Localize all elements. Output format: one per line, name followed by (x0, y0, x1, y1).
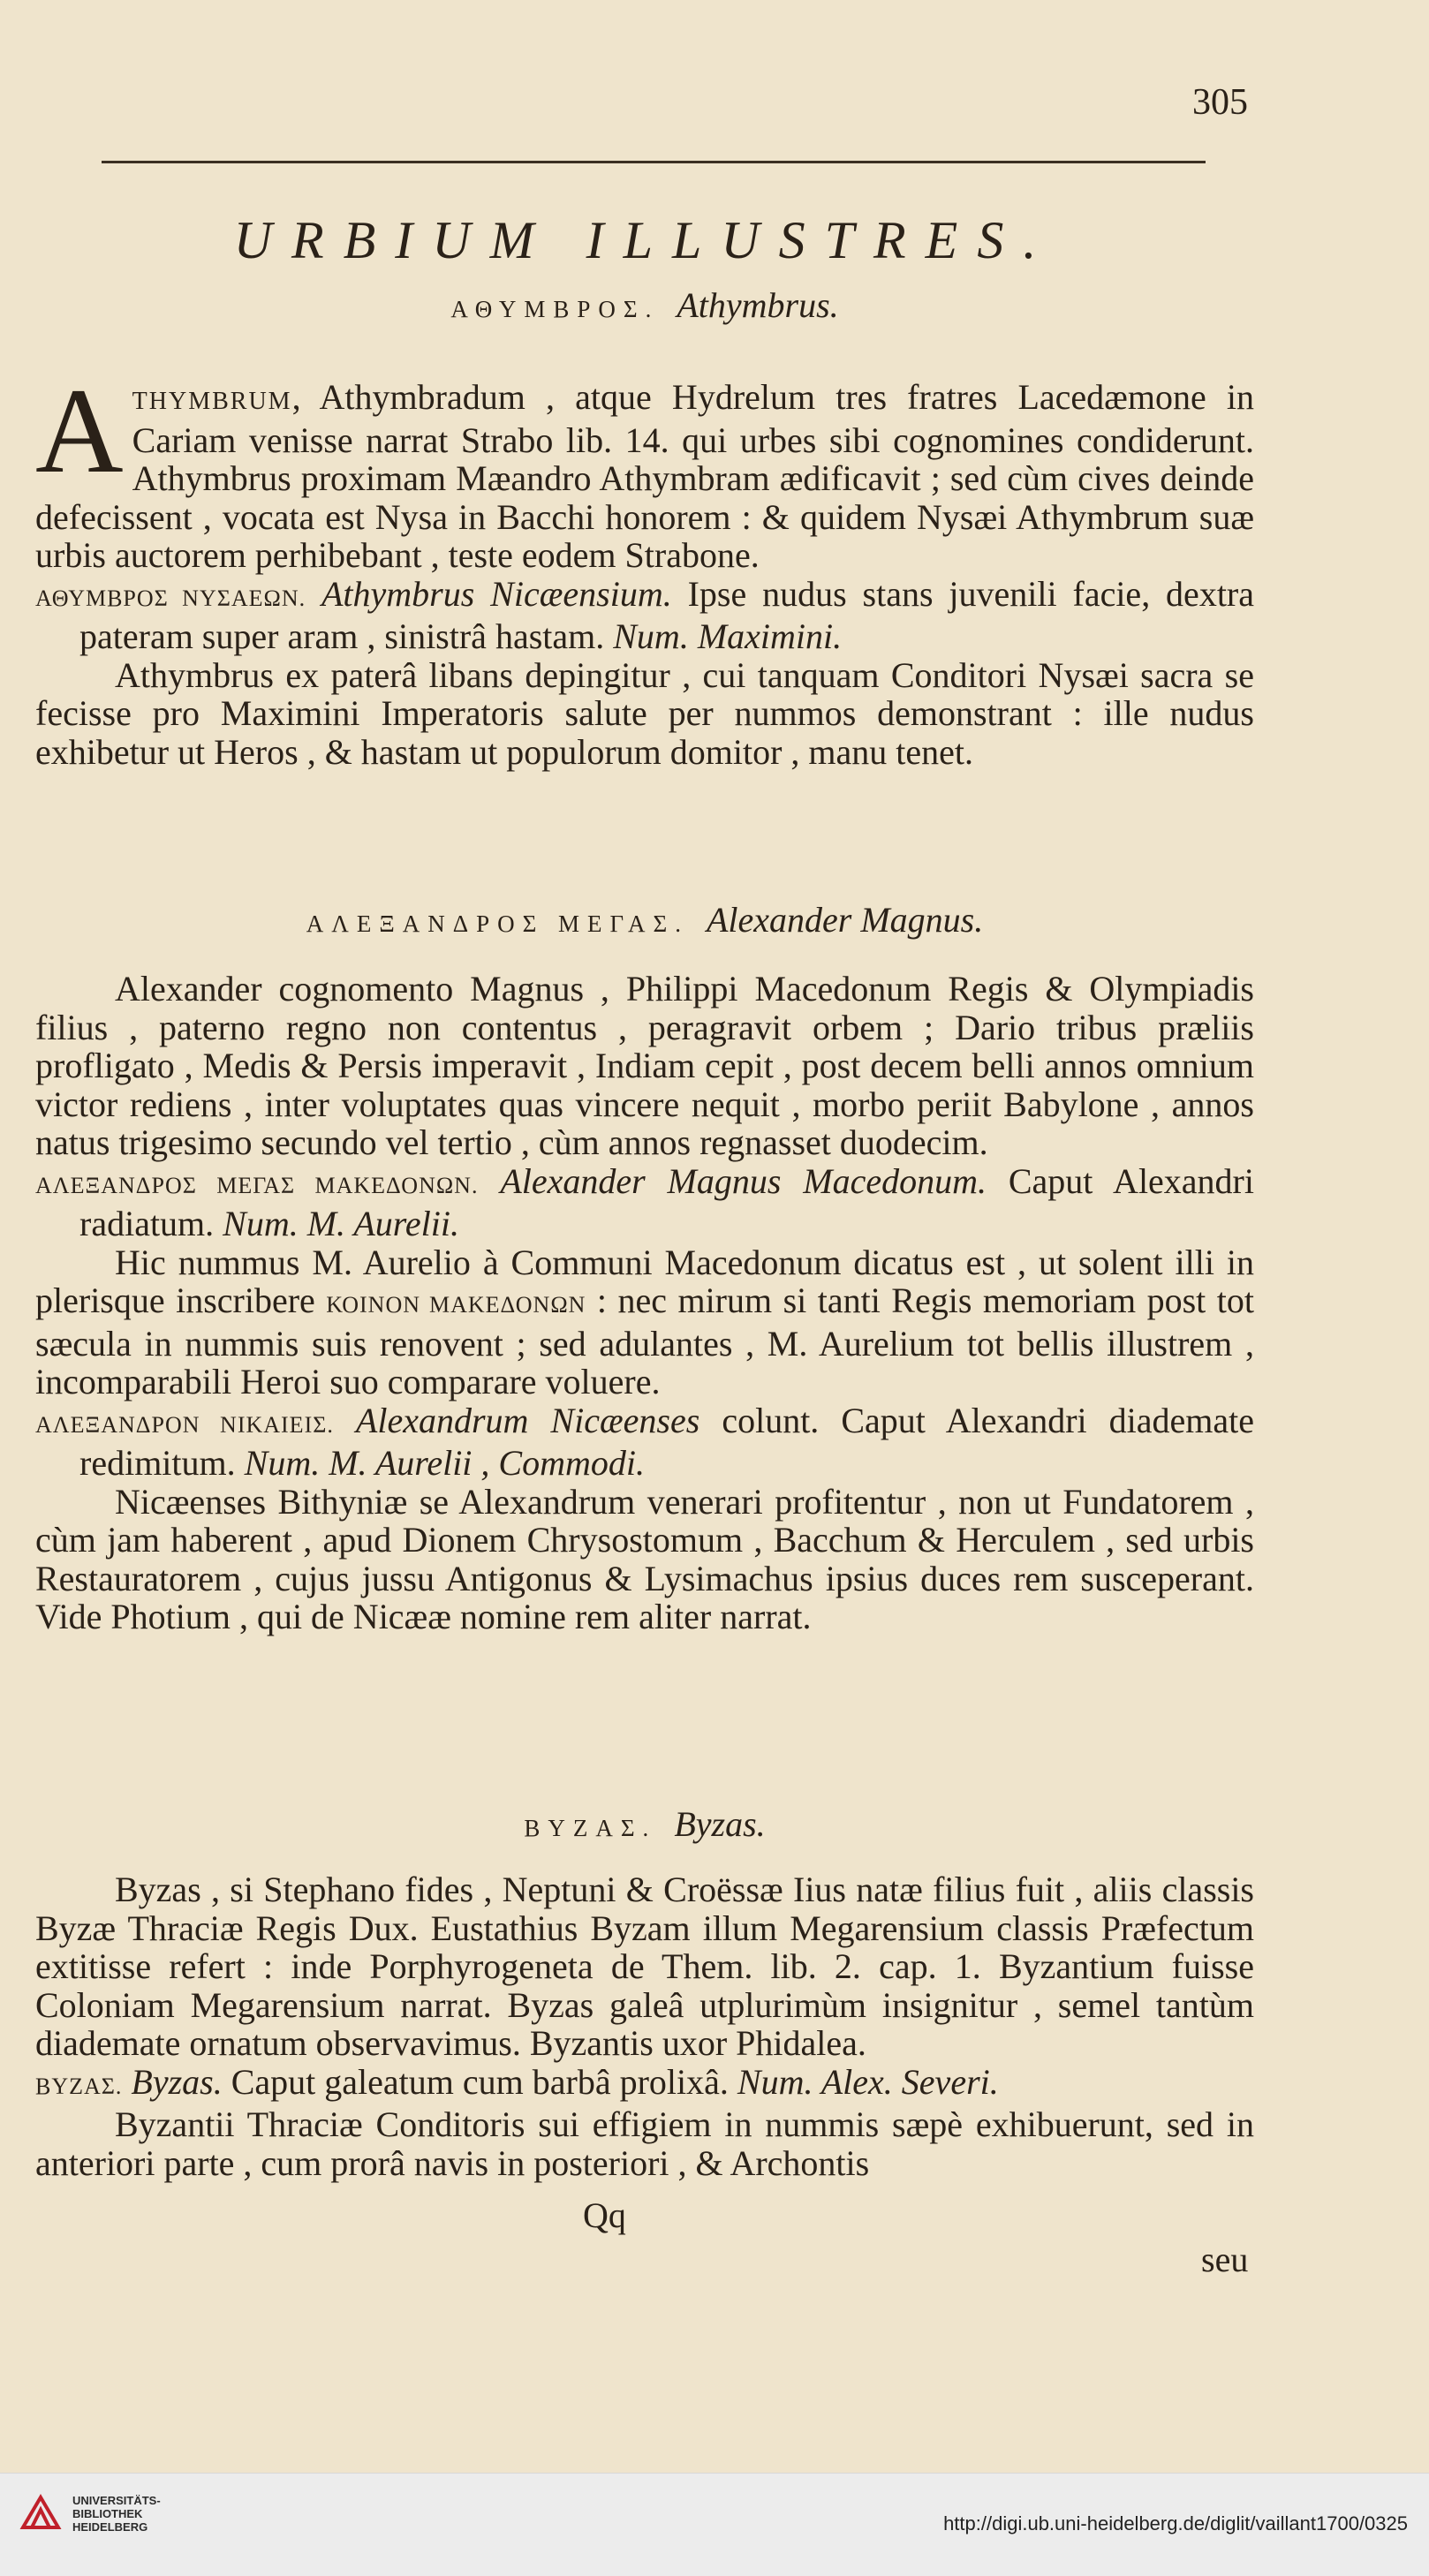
catchword: seu (1201, 2240, 1249, 2279)
section-athymbrus (35, 363, 1255, 772)
permalink-url[interactable]: http://digi.ub.uni-heidelberg.de/diglit/vaillant1700/0325 (943, 2512, 1408, 2534)
heading-athymbrus-latin: Athymbrus. (677, 285, 839, 325)
byzas-coin-entry: ΒΥΖΑΣ. Byzas. Caput galeatum cum barbâ prolixâ. Num. Alex. Severi. (35, 2061, 999, 2102)
byzas-paragraph-1: Byzas , si Stephano fides , Neptuni & Croëssæ Iius natæ filius fuit , aliis classis Byzæ Thraciæ Regis Dux. Eustathius Byzam illum Megarensium classis Præfectum extitisse refert : inde Porphyrogeneta de Them. lib. 2. cap. 1. Byzantium fuisse Coloniam Megarensium narrat. Byzas galeâ utplurimùm insignitur , semel tantùm diademate ornatum observavimus. Byzantis uxor Phidalea. (35, 1870, 1254, 2063)
header-rule (102, 161, 1206, 163)
heading-alexander (35, 899, 1254, 941)
alexander-coin-entry-2: ΑΛΕΞΑΝΔΡΟΝ ΝΙΚΑΙΕΙΣ. Alexandrum Nicæenses colunt. Caput Alexandri diademate redimitum. Num. M. Aurelii , Commodi. (35, 1400, 1255, 1483)
heading-byzas-greek: ΒΥΖΑΣ. (524, 1815, 657, 1841)
page-title-block (35, 210, 1254, 271)
byzas-paragraph-2: Byzantii Thraciæ Conditoris sui effigiem in nummis sæpè exhibuerunt, sed in anteriori parte , cum prorâ navis in posteriori , & Archontis (35, 2104, 1254, 2183)
alexander-paragraph-1: Alexander cognomento Magnus , Philippi Macedonum Regis & Olympiadis filius , paterno regno non contentus , peragravit orbem ; Dario tribus præliis profligato , Medis & Persis imperavit , Indiam cepit , post decem belli annos omnium victor rediens , inter voluptates quas vincere nequit , morbo periit Babylone , annos natus trigesimo secundo vel tertio , cùm annos regnasset duodecim. (35, 969, 1254, 1162)
alexander-paragraph-2: Hic nummus M. Aurelio à Communi Macedonum dicatus est , ut solent illi in plerisque inscribere ΚΟΙΝΟΝ ΜΑΚΕΔΟΝΩΝ : nec mirum si tanti Regis memoriam post tot sæcula in nummis suis renovent ; sed adulantes , M. Aurelium tot bellis illustrem , incomparabili Heroi suo comparare voluere. (35, 1242, 1254, 1401)
signature-mark: Qq (583, 2195, 626, 2235)
alexander-coin-entry-1: ΑΛΕΞΑΝΔΡΟΣ ΜΕΓΑΣ ΜΑΚΕΔΟΝΩΝ. Alexander Magnus Macedonum. Caput Alexandri radiatum. Num. M. Aurelii. (35, 1160, 1254, 1243)
university-logo-icon (19, 2492, 62, 2534)
page-title: URBIUM ILLUSTRES. (233, 211, 1056, 269)
section-alexander (35, 970, 1254, 1636)
heading-alexander-latin: Alexander Magnus. (706, 900, 984, 940)
athymbrus-coin-entry: ΑΘΥΜΒΡΟΣ ΝΥΣΑΕΩΝ. Athymbrus Nicæensium. Ipse nudus stans juvenili facie, dextra pateram super aram , sinistrâ hastam. Num. Maximini. (35, 573, 1255, 656)
library-name: UNIVERSITÄTS- BIBLIOTHEK HEIDELBERG (72, 2494, 161, 2534)
page-number: 305 (1192, 82, 1248, 123)
alexander-paragraph-3: Nicæenses Bithyniæ se Alexandrum venerari profitentur , non ut Fundatorem , cùm jam haberent , apud Dionem Chrysostomum , Bacchum & Herculem , sed urbis Restauratorem , cujus jussu Antigonus & Lysimachus ipsius duces rem susceperant. Vide Photium , qui de Nicææ nomine rem aliter narrat. (35, 1481, 1254, 1636)
heading-byzas (35, 1803, 1254, 1845)
section-byzas (35, 1870, 1254, 2182)
heading-byzas-latin: Byzas. (674, 1804, 766, 1844)
drop-cap: A (35, 363, 124, 498)
heading-alexander-greek: ΑΛΕΞΑΝΔΡΟΣ ΜΕΓΑΣ. (306, 910, 689, 937)
athymbrus-paragraph-1: ATHYMBRUM, Athymbradum , atque Hydrelum tres fratres Lacedæmone in Cariam venisse narrat Strabo lib. 14. qui urbes sibi cognomines condiderunt. Athymbrus proximam Mæandro Athymbram ædificavit ; sed cùm cives deinde defecissent , vocata est Nysa in Bacchi honorem : & quidem Nysæi Athymbrum suæ urbis auctorem perhibebant , teste eodem Strabone. (35, 363, 1254, 575)
athymbrus-paragraph-2: Athymbrus ex paterâ libans depingitur , cui tanquam Conditori Nysæi sacra se fecisse pro Maximini Imperatoris salute per nummos demonstrant : ille nudus exhibetur ut Heros , & hastam ut populorum domitor , manu tenet. (35, 654, 1254, 772)
athymbrus-smallcaps: THYMBRUM (132, 388, 292, 415)
heading-athymbrus (35, 284, 1254, 326)
heading-athymbrus-greek: ΑΘΥΜΒΡΟΣ. (450, 296, 660, 322)
